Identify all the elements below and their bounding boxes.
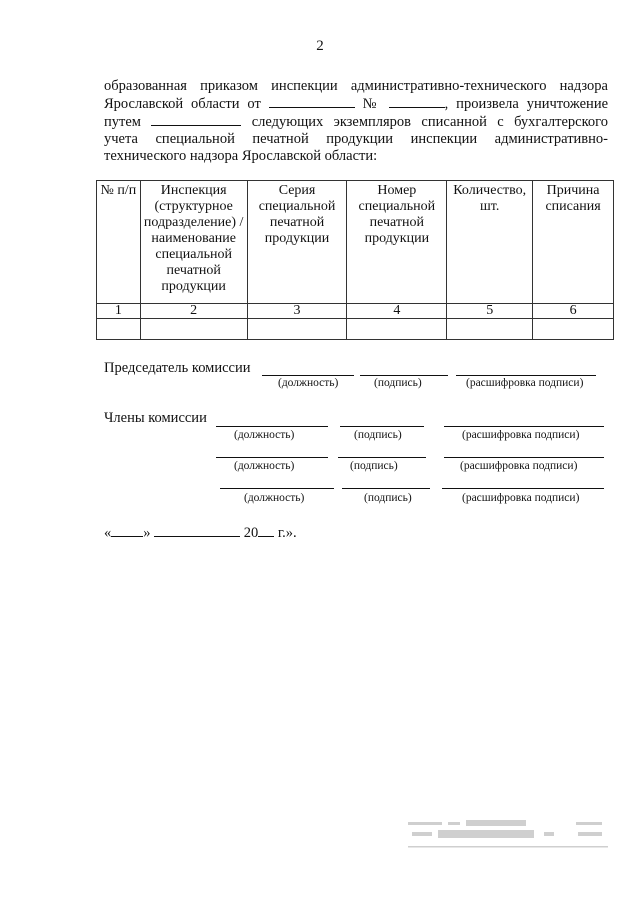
intro-line-5: технического надзора Ярославской области: [104,148,378,164]
table-cell [533,319,614,340]
table-cell [247,319,347,340]
chairman-decoding-caption: (расшифровка подписи) [466,377,584,389]
intro-line-1: образованная приказом инспекции административно-технического надзора [104,78,608,94]
member1-signature-line [340,426,424,427]
table-cell [97,319,141,340]
intro-line-3 [104,113,608,131]
date-line [104,524,297,542]
member1-decoding-caption: (расшифровка подписи) [462,429,580,441]
member1-position-line [216,426,328,427]
intro-line-2 [104,95,608,113]
chairman-position-caption: (должность) [278,377,339,389]
member2-signature-line [338,457,426,458]
date-open-quote: « [104,525,112,541]
chairman-label: Председатель комиссии [104,360,251,376]
year-blank [258,524,274,537]
write-off-table [96,180,614,340]
intro-line-3-end: следующих экземпляров списанной с бухгалтерского [251,114,608,130]
header-series: Серия специальной печатной продукции [247,181,347,304]
intro-line-2-start: Ярославской области от [104,96,261,112]
table-cell [447,319,533,340]
scan-stamp-artifact [408,818,608,858]
member2-decoding-caption: (расшифровка подписи) [460,460,578,472]
member2-position-caption: (должность) [234,460,295,472]
table-cell [347,319,447,340]
method-blank [151,113,241,126]
member1-position-caption: (должность) [234,429,295,441]
table-cell [140,319,247,340]
month-blank [154,524,240,537]
intro-line-2-end: , произвела уничтожение [444,96,609,112]
chairman-position-line [262,375,354,376]
member2-decoding-line [444,457,604,458]
chairman-signature-caption: (подпись) [374,377,422,389]
column-number-cell: 2 [140,304,247,319]
page-number: 2 [316,38,324,54]
year-suffix: г.». [277,525,297,541]
header-reason: Причина списания [533,181,614,304]
header-inspection: Инспекция (структурное подразделение) / наименование специальной печатной продукции [140,181,247,304]
chairman-signature-line [360,375,448,376]
order-number-sign: № [362,96,381,112]
year-prefix: 20 [243,525,259,541]
table-row [97,304,614,319]
column-number-cell: 4 [347,304,447,319]
header-number: № п/п [97,181,141,304]
chairman-decoding-line [456,375,596,376]
intro-line-3-start: путем [104,114,141,130]
member2-signature-caption: (подпись) [350,460,398,472]
intro-paragraph [104,78,608,165]
member2-position-line [216,457,328,458]
member3-decoding-caption: (расшифровка подписи) [462,492,580,504]
member3-position-line [220,488,334,489]
column-number-cell: 6 [533,304,614,319]
intro-line-4: учета специальной печатной продукции инспекции административно- [104,131,608,147]
member3-position-caption: (должность) [244,492,305,504]
order-date-blank [269,95,355,108]
table-header-row [97,181,614,304]
member3-signature-line [342,488,430,489]
member3-decoding-line [442,488,604,489]
column-number-cell: 3 [247,304,347,319]
column-number-cell: 5 [447,304,533,319]
members-label: Члены комиссии [104,410,207,426]
member1-decoding-line [444,426,604,427]
order-number-blank [389,95,445,108]
header-serial-number: Номер специальной печатной продукции [347,181,447,304]
member1-signature-caption: (подпись) [354,429,402,441]
date-close-quote: » [143,525,151,541]
member3-signature-caption: (подпись) [364,492,412,504]
day-blank [111,524,143,537]
header-quantity: Количество, шт. [447,181,533,304]
table-row [97,319,614,340]
column-number-cell: 1 [97,304,141,319]
